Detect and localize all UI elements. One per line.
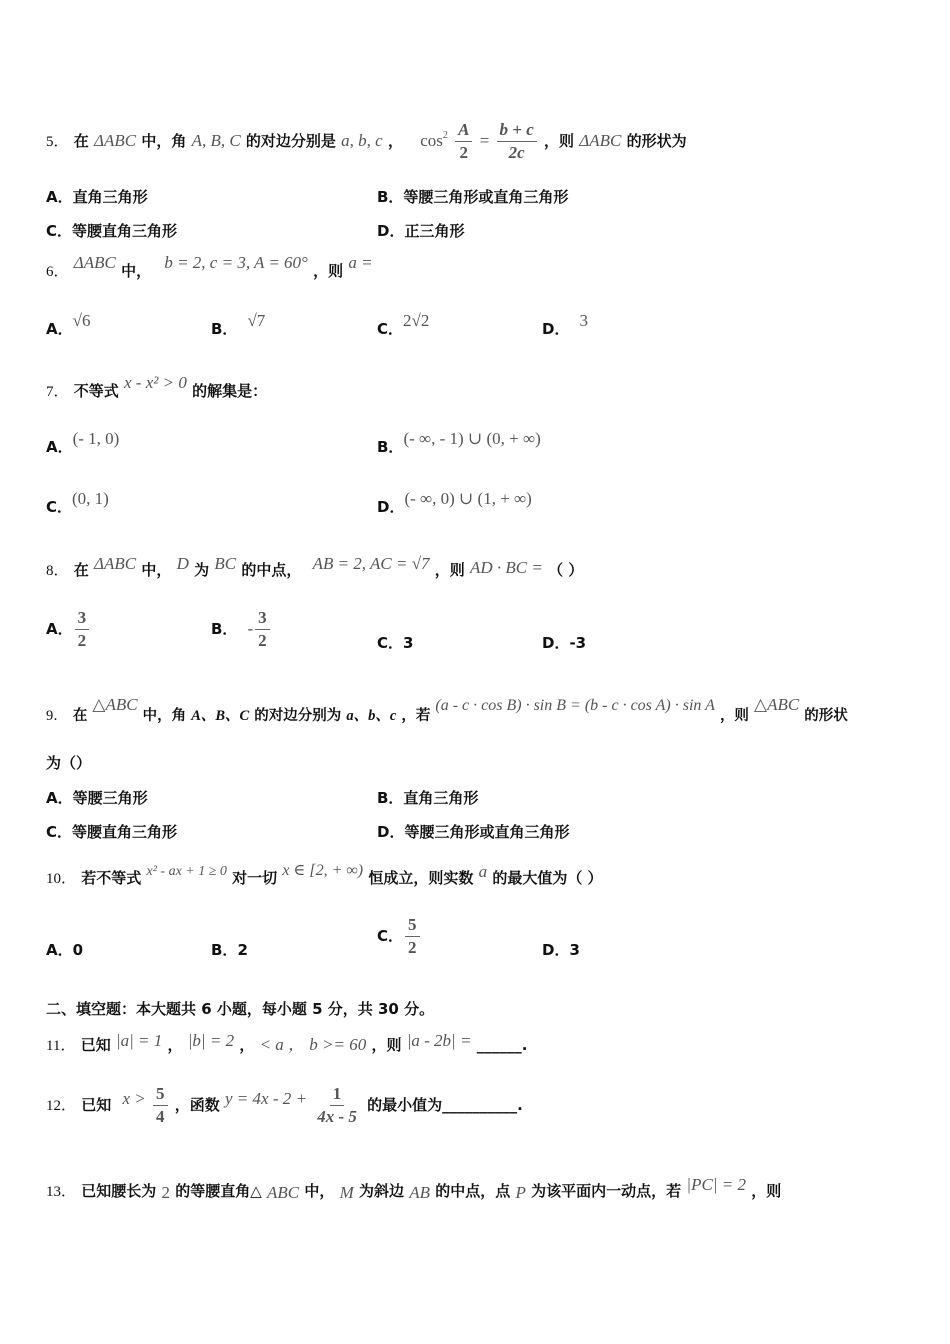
q10-option-b[interactable] — [211, 939, 248, 960]
q13-text-1: 已知腰长为 — [81, 1182, 157, 1200]
q5-fraction-bc-over-2c — [497, 119, 537, 164]
q8-option-c-value: 3 — [403, 634, 414, 652]
q5-frac1-numerator: A — [455, 119, 472, 142]
q7-option-b[interactable] — [377, 429, 541, 457]
section-2-heading: 二、填空题：本大题共 6 小题，每小题 5 分，共 30 分。 — [46, 1000, 435, 1018]
question-8 — [46, 554, 584, 584]
q13-math-m: M — [339, 1183, 354, 1202]
q9-math-triangle: △ABC — [92, 695, 138, 714]
q8-option-b[interactable] — [211, 604, 272, 654]
q12-text-1: 已知 — [81, 1096, 112, 1114]
q9-option-a[interactable]: A．等腰三角形 — [46, 789, 148, 807]
q9-text-2: 中，角 — [142, 708, 187, 724]
q5-option-c[interactable]: C．等腰直角三角形 — [46, 222, 178, 240]
q10-option-d[interactable] — [542, 939, 580, 960]
q8-option-c[interactable] — [377, 632, 413, 653]
q5-math-triangle-2: ΔABC — [579, 131, 622, 150]
q5-option-b[interactable]: B．等腰三角形或直角三角形 — [377, 188, 569, 206]
q10-option-a-label: A． — [46, 941, 73, 959]
q8-math-triangle: ΔABC — [94, 554, 137, 573]
q7-option-a-value: (- 1, 0) — [72, 429, 120, 448]
q8-text-6: （ ） — [548, 561, 584, 579]
q6-option-a[interactable] — [46, 311, 91, 339]
q12-frac2-numerator: 1 — [330, 1083, 345, 1106]
q12-math-x: x > — [122, 1089, 146, 1108]
q10-option-b-value: 2 — [237, 941, 248, 959]
q5-cos-label: cos — [420, 131, 443, 150]
q6-option-c-label: C． — [377, 320, 404, 338]
q8-b-numerator: 3 — [255, 607, 270, 630]
q9-option-b[interactable]: B．直角三角形 — [377, 789, 479, 807]
q7-option-c-label: C． — [46, 498, 73, 516]
q6-option-b-label: B． — [211, 320, 238, 338]
q7-option-c-value: (0, 1) — [72, 489, 109, 508]
q13-text-7: ，则 — [751, 1182, 782, 1200]
q12-frac1-numerator: 5 — [153, 1083, 168, 1106]
q6-option-d-value: 3 — [579, 311, 588, 330]
q7-option-d[interactable] — [377, 489, 532, 517]
q6-text-2: ，则 — [313, 262, 344, 280]
q8-option-d-value: -3 — [569, 634, 587, 652]
q12-math-function: y = 4x - 2 + — [225, 1089, 307, 1108]
q5-frac1-denominator: 2 — [459, 143, 469, 162]
q13-text-6: 为该平面内一动点，若 — [531, 1182, 682, 1200]
q10-math-inequality: x² - ax + 1 ≥ 0 — [146, 864, 227, 879]
q6-number: 6． — [46, 264, 69, 280]
q13-math-abc: ABC — [267, 1183, 300, 1202]
q12-frac2-denominator: 4x - 5 — [317, 1107, 357, 1126]
q7-math-inequality: x - x² > 0 — [124, 373, 187, 392]
q8-option-c-label: C． — [377, 634, 404, 652]
q6-option-c[interactable] — [377, 311, 430, 339]
q7-option-b-value: (- ∞, - 1) ∪ (0, + ∞) — [403, 429, 541, 448]
q10-c-numerator: 5 — [405, 914, 420, 937]
q5-math-triangle: ΔABC — [94, 131, 137, 150]
q10-option-c[interactable] — [377, 911, 422, 961]
q9-text-1: 在 — [72, 708, 88, 724]
q5-text-4: ， — [387, 132, 403, 150]
q13-text-3: 中， — [304, 1182, 335, 1200]
q5-text-6: 的形状为 — [626, 132, 687, 150]
q6-option-c-value: 2√2 — [403, 311, 430, 330]
q6-math-given: b = 2, c = 3, A = 60° — [164, 253, 308, 272]
q9-continuation: 为（） — [46, 754, 92, 772]
q8-option-d-label: D． — [542, 634, 570, 652]
q8-option-d[interactable] — [542, 632, 586, 653]
q6-option-d[interactable] — [542, 311, 588, 339]
q8-option-a-label: A． — [46, 620, 73, 638]
q11-math-target: |a - 2b| = — [406, 1031, 472, 1050]
q9-option-c[interactable]: C．等腰直角三角形 — [46, 823, 178, 841]
q5-math-angles: A, B, C — [191, 131, 241, 150]
q6-math-triangle: ΔABC — [73, 253, 116, 272]
q10-text-4: 的最大值为（ ） — [492, 869, 603, 887]
q8-option-b-minus: - — [247, 619, 254, 638]
q11-number: 11． — [46, 1038, 76, 1054]
q11-math-angle: < a ， b >= 60 — [259, 1035, 367, 1054]
q7-option-c[interactable] — [46, 489, 109, 517]
q11-text-5: ______. — [476, 1036, 528, 1054]
q11-math-b: |b| = 2 — [187, 1031, 235, 1050]
q10-text-3: 恒成立，则实数 — [368, 869, 474, 887]
q8-math-d: D — [176, 554, 189, 573]
q11-math-a: |a| = 1 — [115, 1031, 163, 1050]
q6-option-a-label: A． — [46, 320, 73, 338]
q8-b-denominator: 2 — [258, 631, 267, 650]
q10-math-domain: x ∈ [2, + ∞) — [282, 862, 364, 879]
q13-math-2: 2 — [161, 1183, 170, 1202]
q8-math-bc: BC — [214, 554, 237, 573]
q10-option-b-label: B． — [211, 941, 238, 959]
q13-math-pc: |PC| = 2 — [686, 1175, 746, 1194]
q12-fraction-5-4 — [153, 1083, 168, 1128]
q5-equals: = — [479, 131, 490, 150]
q5-text-1: 在 — [73, 132, 89, 150]
q7-option-d-label: D． — [377, 498, 405, 516]
q9-text-4: 的对边分别为 — [254, 708, 342, 724]
q10-text-2: 对一切 — [232, 869, 278, 887]
q10-text-1: 若不等式 — [81, 869, 142, 887]
q11-text-2: ， — [167, 1036, 183, 1054]
q13-text-5: 的中点，点 — [435, 1182, 511, 1200]
q10-option-d-label: D． — [542, 941, 570, 959]
q5-cos — [420, 131, 448, 150]
q5-fraction-a-over-2 — [455, 119, 472, 164]
question-7 — [46, 373, 268, 405]
q8-text-2: 中， — [141, 561, 172, 579]
q7-option-d-value: (- ∞, 0) ∪ (1, + ∞) — [404, 489, 532, 508]
q9-angles: A、B、C — [191, 708, 250, 724]
q6-option-b-value: √7 — [247, 311, 266, 330]
question-12 — [46, 1080, 523, 1130]
q12-text-2: ，函数 — [174, 1096, 220, 1114]
q9-math-equation: (a - c · cos B) · sin B = (b - c · cos A) · sin A — [435, 697, 715, 714]
q8-text-1: 在 — [73, 561, 89, 579]
q8-option-b-label: B． — [211, 620, 238, 638]
q8-text-5: ，则 — [434, 561, 465, 579]
q11-text-1: 已知 — [80, 1036, 111, 1054]
q8-number: 8． — [46, 563, 69, 579]
q5-number: 5． — [46, 134, 69, 150]
q5-option-a[interactable]: A．直角三角形 — [46, 188, 148, 206]
question-10 — [46, 862, 603, 892]
q9-number: 9． — [46, 708, 68, 724]
question-6 — [46, 253, 373, 285]
q9-text-8: 的形状 — [804, 708, 848, 724]
q10-option-c-label: C． — [377, 927, 404, 945]
q7-option-b-label: B． — [377, 438, 404, 456]
q10-c-denominator: 2 — [408, 938, 417, 957]
q7-text-1: 不等式 — [73, 382, 119, 400]
q10-option-d-value: 3 — [569, 941, 580, 959]
q5-option-d[interactable]: D．正三角形 — [377, 222, 465, 240]
q8-option-a-fraction — [75, 607, 90, 652]
q6-option-d-label: D． — [542, 320, 570, 338]
q10-option-a-value: 0 — [72, 941, 84, 959]
q12-fraction-1-over-4x5 — [314, 1083, 360, 1128]
q8-math-dot-product: AD · BC = — [470, 558, 543, 577]
q6-math-a: a = — [348, 253, 373, 272]
q13-math-ab: AB — [409, 1183, 431, 1202]
q5-frac2-numerator: b + c — [497, 119, 537, 142]
q8-option-b-fraction — [255, 607, 270, 652]
q11-text-3: ， — [239, 1036, 255, 1054]
q8-text-3: 为 — [194, 561, 210, 579]
q5-text-3: 的对边分别是 — [245, 132, 336, 150]
q13-number: 13． — [46, 1184, 77, 1200]
q7-option-a-label: A． — [46, 438, 73, 456]
q5-text-2: 中，角 — [141, 132, 187, 150]
q10-math-a: a — [478, 862, 488, 881]
q10-option-a[interactable] — [46, 939, 83, 960]
q7-number: 7． — [46, 384, 69, 400]
q11-text-4: ，则 — [371, 1036, 402, 1054]
q9-text-6: ，若 — [401, 708, 431, 724]
q8-a-denominator: 2 — [77, 631, 87, 650]
q9-sides: a、b、c — [346, 708, 397, 724]
q8-math-given: AB = 2, AC = √7 — [312, 554, 430, 573]
q13-text-4: 为斜边 — [359, 1182, 405, 1200]
q5-math-sides: a, b, c — [341, 131, 383, 150]
q6-option-a-value: √6 — [72, 311, 91, 330]
q12-text-3: 的最小值为__________. — [367, 1096, 523, 1114]
q9-option-d[interactable]: D．等腰三角形或直角三角形 — [377, 823, 570, 841]
q8-option-a[interactable] — [46, 604, 91, 654]
q7-text-2: 的解集是： — [192, 382, 268, 400]
question-11 — [46, 1032, 527, 1059]
q8-text-4: 的中点， — [241, 561, 302, 579]
q6-option-b[interactable] — [211, 311, 266, 339]
q9-text-7: ，则 — [719, 708, 749, 724]
q5-frac2-denominator: 2c — [508, 143, 525, 162]
q5-cos-power: 2 — [442, 130, 448, 141]
q7-option-a[interactable] — [46, 429, 120, 457]
q10-option-c-fraction — [405, 914, 420, 959]
q5-text-5: ，则 — [543, 132, 574, 150]
q6-text-1: 中， — [121, 262, 152, 280]
q12-number: 12． — [46, 1098, 77, 1114]
q13-text-2: 的等腰直角△ — [175, 1182, 262, 1200]
q13-math-p: P — [515, 1183, 526, 1202]
question-9 — [46, 695, 848, 729]
q9-math-triangle-2: △ABC — [754, 695, 800, 714]
q8-a-numerator: 3 — [75, 607, 90, 630]
question-13 — [46, 1175, 782, 1205]
q12-frac1-denominator: 4 — [156, 1107, 165, 1126]
q10-number: 10． — [46, 871, 77, 887]
question-5 — [46, 118, 687, 162]
